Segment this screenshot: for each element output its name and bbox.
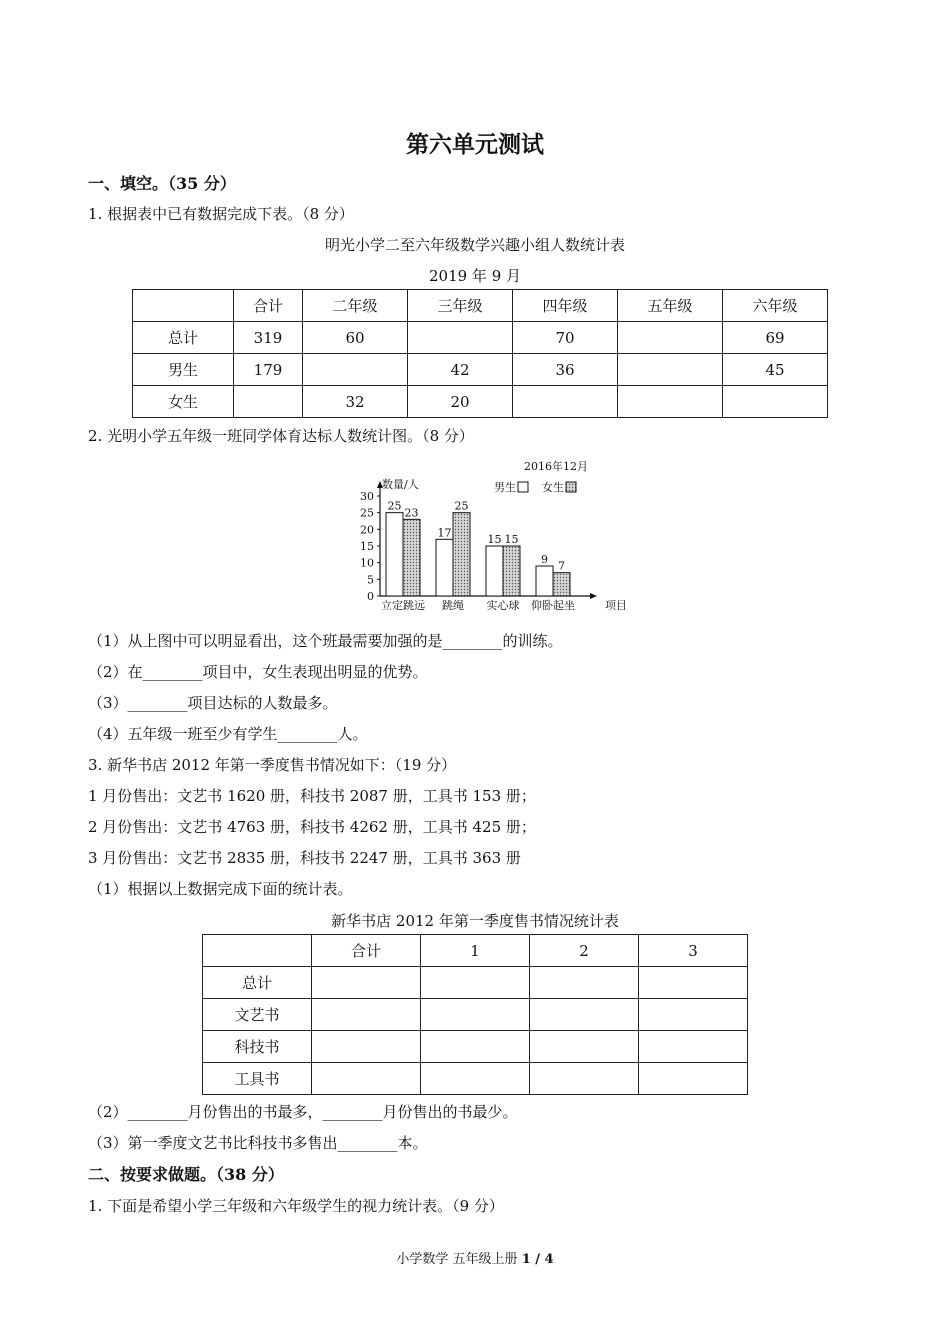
y-tick-label: 30 xyxy=(360,490,374,503)
page-number: 1 / 4 xyxy=(521,1252,554,1267)
bar-value-label: 25 xyxy=(454,499,469,513)
table-cell: 总计 xyxy=(133,322,234,354)
q3-prompt: 3. 新华书店 2012 年第一季度售书情况如下：（19 分） xyxy=(88,756,457,774)
table-header-cell: 六年级 xyxy=(723,290,828,322)
blank-answer-cell xyxy=(312,999,421,1031)
blank-answer-cell xyxy=(639,967,748,999)
x-tick-label: 跳绳 xyxy=(442,599,464,612)
blank-answer-cell xyxy=(639,999,748,1031)
row-label-cell: 工具书 xyxy=(203,1063,312,1095)
page-title: 第六单元测试 xyxy=(406,131,544,158)
blank-answer-cell xyxy=(421,1031,530,1063)
bar-girls xyxy=(403,519,420,596)
table-row xyxy=(133,354,828,386)
blank-answer-cell xyxy=(530,967,639,999)
table-row xyxy=(203,999,748,1031)
page-footer xyxy=(0,1248,950,1267)
bar-boys xyxy=(386,513,403,596)
q2-sub2: （2）在________项目中，女生表现出明显的优势。 xyxy=(88,663,428,681)
table-cell xyxy=(723,386,828,418)
bar-value-label: 17 xyxy=(437,526,452,540)
chart-title: 2016年12月 xyxy=(524,460,588,473)
q3-line2: 2 月份售出：文艺书 4763 册，科技书 4262 册，工具书 425 册； xyxy=(88,818,536,836)
blank-answer-cell xyxy=(421,967,530,999)
table-header-cell: 合计 xyxy=(312,935,421,967)
blank-answer-cell xyxy=(421,1063,530,1095)
legend-swatch-girls xyxy=(566,482,576,492)
q1-table-title: 明光小学二至六年级数学兴趣小组人数统计表 xyxy=(324,236,625,254)
bar-value-label: 9 xyxy=(541,553,548,566)
table-cell: 女生 xyxy=(133,386,234,418)
row-label-cell: 总计 xyxy=(203,967,312,999)
q3-line1: 1 月份售出：文艺书 1620 册，科技书 2087 册，工具书 153 册； xyxy=(88,787,536,805)
table-cell: 179 xyxy=(234,354,303,386)
table-row xyxy=(203,967,748,999)
row-label-cell: 文艺书 xyxy=(203,999,312,1031)
legend-swatch-boys xyxy=(518,482,528,492)
blank-answer-cell xyxy=(530,999,639,1031)
bar-value-label: 23 xyxy=(404,506,419,520)
blank-answer-cell xyxy=(421,999,530,1031)
blank-answer-cell xyxy=(312,1031,421,1063)
table-header-cell: 四年级 xyxy=(513,290,618,322)
bar-girls xyxy=(453,513,470,596)
table-header-cell: 三年级 xyxy=(408,290,513,322)
table-cell: 70 xyxy=(513,322,618,354)
table-header-cell: 合计 xyxy=(234,290,303,322)
x-tick-label: 立定跳远 xyxy=(381,599,425,612)
book-sales-table xyxy=(202,934,748,1095)
q3-sub2: （2）________月份售出的书最多，________月份售出的书最少。 xyxy=(88,1103,518,1121)
bar-value-label: 15 xyxy=(487,533,502,546)
q3-line3: 3 月份售出：文艺书 2835 册，科技书 2247 册，工具书 363 册 xyxy=(88,849,521,867)
table-cell xyxy=(234,386,303,418)
table-cell xyxy=(513,386,618,418)
y-tick-label: 20 xyxy=(360,523,374,537)
legend-label-boys: 男生 xyxy=(494,481,516,494)
table-cell xyxy=(618,354,723,386)
y-tick-label: 5 xyxy=(367,573,374,587)
table-header-row xyxy=(203,935,748,967)
table-header-cell xyxy=(203,935,312,967)
bar-boys xyxy=(436,539,453,596)
bar-girls xyxy=(553,573,570,596)
blank-answer-cell xyxy=(639,1031,748,1063)
x-axis-label: 项目 xyxy=(605,599,627,612)
table-header-cell: 2 xyxy=(530,935,639,967)
bar-value-label: 7 xyxy=(558,559,565,573)
y-tick-label: 0 xyxy=(367,590,374,603)
table-header-cell: 3 xyxy=(639,935,748,967)
footer-text: 小学数学 五年级上册 xyxy=(396,1252,522,1267)
interest-group-table xyxy=(132,289,828,418)
table-header-cell: 二年级 xyxy=(303,290,408,322)
legend-label-girls: 女生 xyxy=(542,481,564,494)
q1-prompt: 1. 根据表中已有数据完成下表。（8 分） xyxy=(88,205,354,223)
section-2-heading: 二、按要求做题。（38 分） xyxy=(88,1165,284,1184)
q3-table-title: 新华书店 2012 年第一季度售书情况统计表 xyxy=(331,912,619,930)
table-cell: 45 xyxy=(723,354,828,386)
table-header-cell: 五年级 xyxy=(618,290,723,322)
y-axis-label: 数量/人 xyxy=(382,478,419,491)
table-row xyxy=(133,386,828,418)
q1-table-date: 2019 年 9 月 xyxy=(428,267,522,285)
table-cell xyxy=(303,354,408,386)
q2-prompt: 2. 光明小学五年级一班同学体育达标人数统计图。（8 分） xyxy=(88,427,474,445)
blank-answer-cell xyxy=(530,1031,639,1063)
table-row xyxy=(203,1063,748,1095)
table-header-cell xyxy=(133,290,234,322)
x-tick-label: 仰卧起坐 xyxy=(531,599,575,612)
table-cell xyxy=(618,386,723,418)
q3-sub1: （1）根据以上数据完成下面的统计表。 xyxy=(88,880,353,898)
table-cell: 32 xyxy=(303,386,408,418)
table-cell: 20 xyxy=(408,386,513,418)
blank-answer-cell xyxy=(312,967,421,999)
section-2-q1-prompt: 1. 下面是希望小学三年级和六年级学生的视力统计表。（9 分） xyxy=(88,1197,504,1215)
bar-girls xyxy=(503,546,520,596)
y-tick-label: 25 xyxy=(360,506,374,520)
blank-answer-cell xyxy=(639,1063,748,1095)
sports-bar-chart xyxy=(340,450,627,622)
y-tick-label: 10 xyxy=(360,556,374,570)
row-label-cell: 科技书 xyxy=(203,1031,312,1063)
table-cell xyxy=(618,322,723,354)
table-cell: 男生 xyxy=(133,354,234,386)
x-axis-arrow xyxy=(590,593,597,599)
bar-value-label: 15 xyxy=(504,533,519,546)
blank-answer-cell xyxy=(312,1063,421,1095)
q2-sub1: （1）从上图中可以明显看出，这个班最需要加强的是________的训练。 xyxy=(88,632,563,650)
table-header-cell: 1 xyxy=(421,935,530,967)
bar-boys xyxy=(536,566,553,596)
q2-sub3: （3）________项目达标的人数最多。 xyxy=(88,694,338,712)
bar-boys xyxy=(486,546,503,596)
bar-value-label: 25 xyxy=(387,499,402,513)
table-header-row xyxy=(133,290,828,322)
q2-sub4: （4）五年级一班至少有学生________人。 xyxy=(88,725,368,743)
y-tick-label: 15 xyxy=(360,540,374,553)
table-cell: 42 xyxy=(408,354,513,386)
table-cell: 319 xyxy=(234,322,303,354)
table-row xyxy=(133,322,828,354)
table-cell: 69 xyxy=(723,322,828,354)
table-cell: 36 xyxy=(513,354,618,386)
x-tick-label: 实心球 xyxy=(486,599,520,612)
section-1-heading: 一、填空。（35 分） xyxy=(88,174,236,193)
table-cell: 60 xyxy=(303,322,408,354)
table-row xyxy=(203,1031,748,1063)
blank-answer-cell xyxy=(530,1063,639,1095)
table-cell xyxy=(408,322,513,354)
q3-sub3: （3）第一季度文艺书比科技书多售出________本。 xyxy=(88,1134,428,1152)
